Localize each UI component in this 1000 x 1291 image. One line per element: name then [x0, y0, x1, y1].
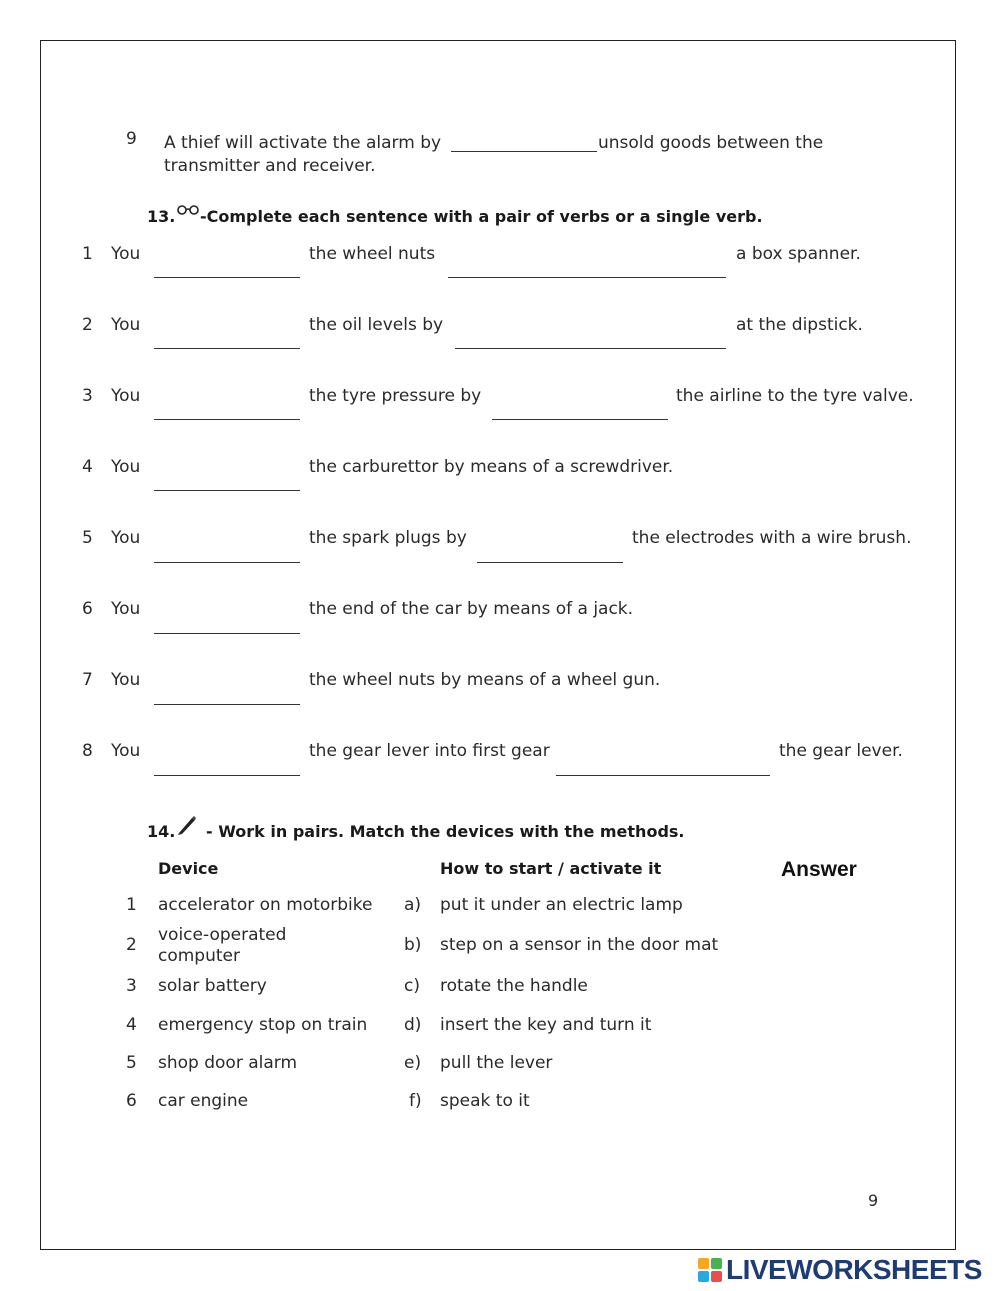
q9-text-before: A thief will activate the alarm by [164, 133, 442, 153]
row-middle-text: the gear lever into first gear [309, 741, 550, 761]
q9-number: 9 [126, 129, 137, 149]
row-middle-text: the oil levels by [309, 315, 444, 335]
device-item: car engine [158, 1091, 249, 1111]
method-letter: e) [404, 1053, 422, 1073]
verb-blank-2[interactable] [556, 775, 770, 776]
liveworksheets-logo[interactable] [698, 1254, 982, 1286]
q9-answer-blank[interactable] [451, 151, 597, 152]
row-subject: You [111, 457, 141, 477]
answer-column-header: Answer [781, 858, 857, 881]
row-number: 3 [82, 386, 93, 406]
row-number: 4 [82, 457, 93, 477]
row-middle-text: the wheel nuts by means of a wheel gun. [309, 670, 661, 690]
pen-icon [176, 814, 198, 836]
section13-title: -Complete each sentence with a pair of verbs or a single verb. [200, 207, 763, 226]
device-number: 3 [126, 976, 137, 996]
row-subject: You [111, 528, 141, 548]
method-letter: a) [404, 895, 422, 915]
row-middle-text: the spark plugs by [309, 528, 467, 548]
section14-title: - Work in pairs. Match the devices with the methods. [206, 822, 685, 841]
device-item: shop door alarm [158, 1053, 298, 1073]
verb-blank-1[interactable] [154, 348, 300, 349]
logo-square [698, 1258, 709, 1269]
row-subject: You [111, 741, 141, 761]
verb-blank-2[interactable] [492, 419, 668, 420]
verb-blank-1[interactable] [154, 419, 300, 420]
verb-blank-1[interactable] [154, 490, 300, 491]
row-end-text: a box spanner. [736, 244, 861, 264]
verb-blank-1[interactable] [154, 775, 300, 776]
q9-text-after: unsold goods between the [598, 133, 824, 153]
method-item: insert the key and turn it [440, 1015, 652, 1035]
method-item: rotate the handle [440, 976, 588, 996]
method-letter: b) [404, 935, 422, 955]
device-number: 4 [126, 1015, 137, 1035]
method-item: pull the lever [440, 1053, 553, 1073]
method-item: speak to it [440, 1091, 530, 1111]
row-subject: You [111, 670, 141, 690]
verb-blank-1[interactable] [154, 562, 300, 563]
row-subject: You [111, 386, 141, 406]
method-column-header: How to start / activate it [440, 859, 662, 878]
row-end-text: at the dipstick. [736, 315, 863, 335]
logo-square [698, 1271, 709, 1282]
method-letter: d) [404, 1015, 422, 1035]
row-number: 6 [82, 599, 93, 619]
row-subject: You [111, 599, 141, 619]
device-item: accelerator on motorbike [158, 895, 373, 915]
section13-number: 13. [147, 207, 176, 226]
device-column-header: Device [158, 859, 219, 878]
row-middle-text: the end of the car by means of a jack. [309, 599, 634, 619]
row-middle-text: the carburettor by means of a screwdriver. [309, 457, 674, 477]
verb-blank-1[interactable] [154, 633, 300, 634]
row-subject: You [111, 315, 141, 335]
device-item: solar battery [158, 976, 267, 996]
device-number: 5 [126, 1053, 137, 1073]
device-number: 2 [126, 935, 137, 955]
page-number: 9 [868, 1191, 879, 1210]
row-number: 5 [82, 528, 93, 548]
verb-blank-2[interactable] [448, 277, 726, 278]
row-middle-text: the wheel nuts [309, 244, 436, 264]
device-number: 6 [126, 1091, 137, 1111]
device-item: emergency stop on train [158, 1015, 368, 1035]
brand-name: LIVEWORKSHEETS [726, 1254, 982, 1285]
verb-blank-1[interactable] [154, 277, 300, 278]
row-number: 7 [82, 670, 93, 690]
logo-square [711, 1258, 722, 1269]
method-item: put it under an electric lamp [440, 895, 683, 915]
row-middle-text: the tyre pressure by [309, 386, 482, 406]
device-number: 1 [126, 895, 137, 915]
verb-blank-2[interactable] [455, 348, 726, 349]
logo-grid-icon [698, 1258, 722, 1282]
glasses-icon [176, 205, 200, 215]
row-end-text: the electrodes with a wire brush. [632, 528, 912, 548]
device-item: voice-operated computer [158, 925, 287, 966]
verb-blank-2[interactable] [477, 562, 623, 563]
row-number: 1 [82, 244, 93, 264]
logo-square [711, 1271, 722, 1282]
q9-text-line2: transmitter and receiver. [164, 156, 376, 176]
verb-blank-1[interactable] [154, 704, 300, 705]
method-letter: c) [404, 976, 420, 996]
row-number: 8 [82, 741, 93, 761]
method-item: step on a sensor in the door mat [440, 935, 719, 955]
section14-number: 14. [147, 822, 176, 841]
row-end-text: the gear lever. [779, 741, 903, 761]
method-letter: f) [409, 1091, 422, 1111]
row-number: 2 [82, 315, 93, 335]
row-subject: You [111, 244, 141, 264]
row-end-text: the airline to the tyre valve. [676, 386, 914, 406]
